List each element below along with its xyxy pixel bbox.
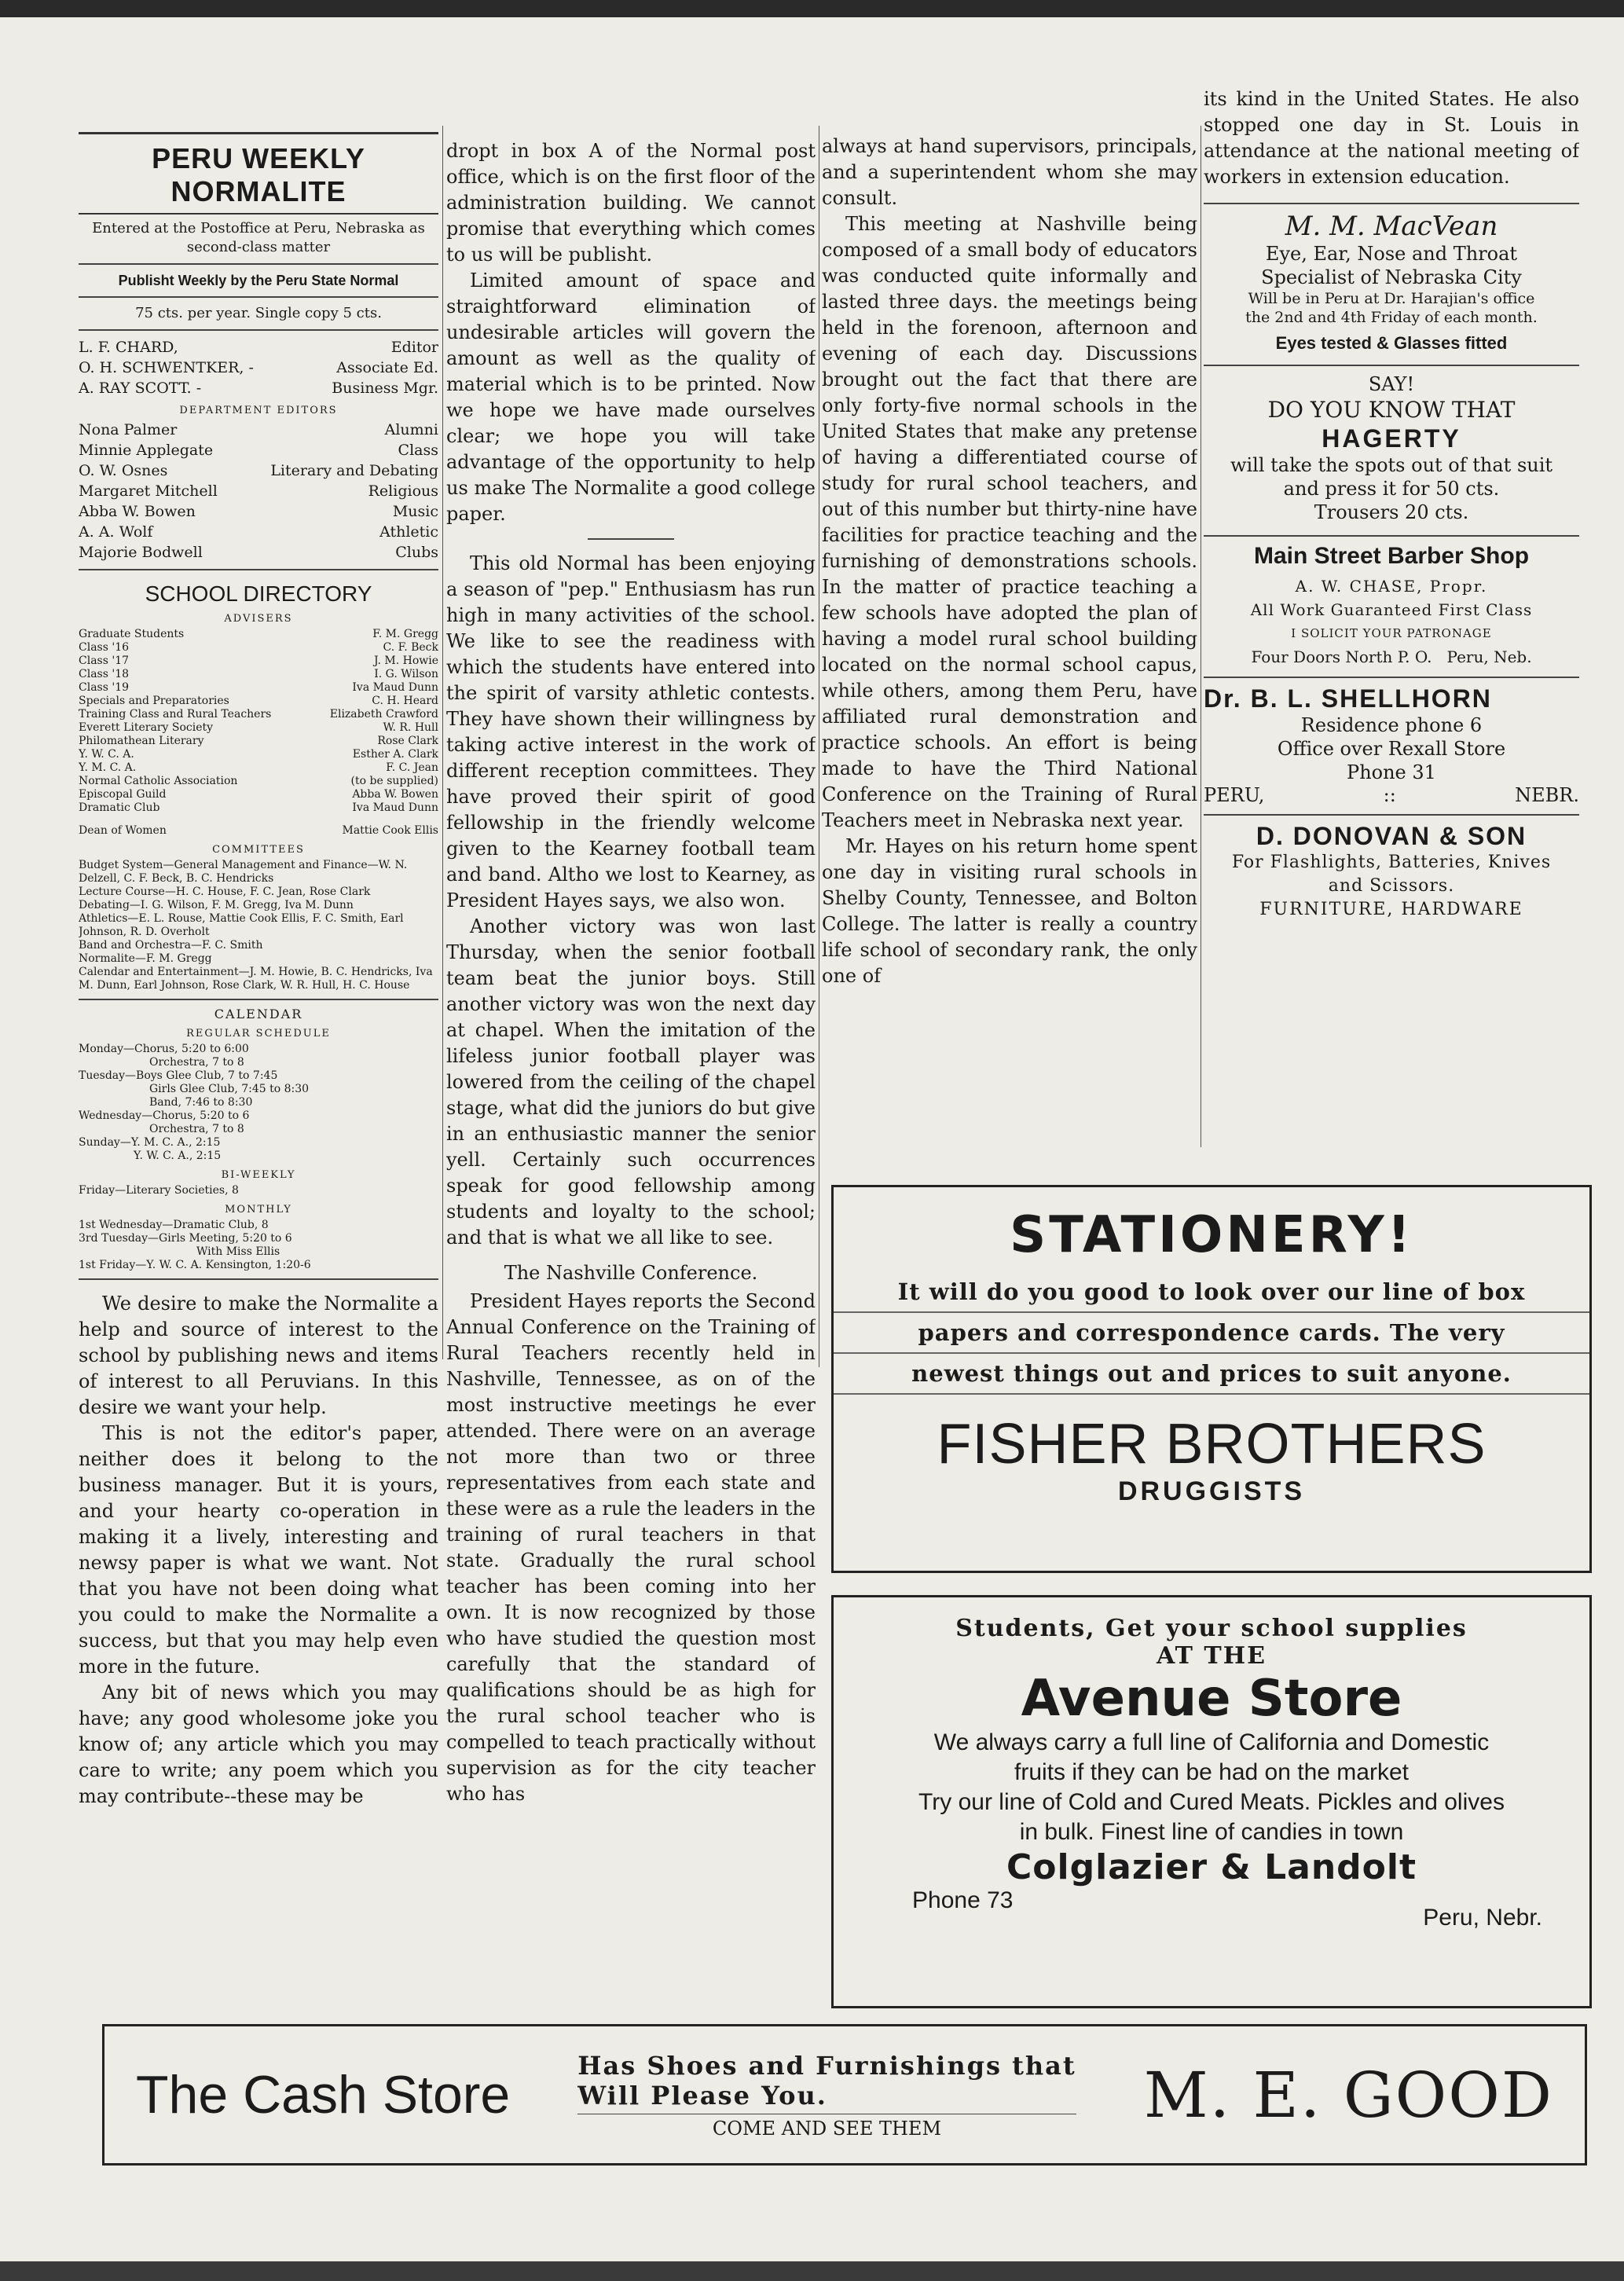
column-3 [822, 134, 1197, 989]
subscription-price: 75 cts. per year. Single copy 5 cts. [135, 305, 382, 321]
article-paragraph: Mr. Hayes on his return home spent one day in visiting rural schools in Shelby County, Tennessee, and Bolton College. The latter is really a country life school of secondary rank, the only one of [822, 835, 1197, 987]
committees-list [79, 859, 438, 992]
staff-row: L. F. CHARD, Editor [79, 339, 438, 356]
adviser-row: Graduate Students F. M. Gregg [79, 628, 438, 640]
shellhorn-ad: Dr. B. L. SHELLHORN Residence phone 6 Office over Rexall Store Phone 31 PERU, :: NEBR. [1204, 684, 1579, 806]
article-paragraph: President Hayes reports the Second Annual Conference on the Training of Rural Teachers recently held in Nashville, Tennessee, as on of the most instructive meetings he ever attended. There were on an average not more than two or three representatives from each state and these were as a rule the leaders in the training of rural teachers in that state. Gradually the rural school teacher has been coming into her own. It is now recognized by those who have studied the question most carefully that the standard of qualifications should be as high for the rural school teacher who is compelled to teach practically without supervision as for the city teacher who has [446, 1290, 816, 1805]
article-paragraph: This meeting at Nashville being composed of a small body of educators was conducted quite informally and lasted three days. the meetings being held in the forenoon, afternoon and evening of each day. Discussions brought out the fact that there are only forty-five normal schools in the United States that make any pretense of having a differentiated course of study for rural school teachers, and out of this number but thirty-nine have facilities for practice teaching and the furnishing of demonstrations schools. In the matter of practice teaching a few schools have adopted the plan of having a model rural school building located on the normal school capus, while others, among them Peru, have affiliated rural demonstration and practice schools. An effort is being made to have the Third National Conference on the Training of Rural Teachers meet in Nebraska next year. [822, 213, 1197, 831]
column-1 [79, 132, 438, 1810]
editorial-paragraph: This is not the editor's paper, neither does it belong to the business manager. But it is yours, and your hearty co-operation in making it a lively, interesting and newsy paper is what we want. Not that you have not been doing what you could to make the Normalite a success, but that you may help even more in the future. [79, 1422, 438, 1678]
advisers-list [79, 628, 438, 815]
committee-item: Calendar and Entertainment—J. M. Howie, B. C. Hendricks, Iva M. Dunn, Earl Johnson, Rose Clark, W. R. Hull, H. C. House [79, 966, 433, 992]
dept-editor-row: O. W. Osnes Literary and Debating [79, 462, 438, 479]
adviser-row: Episcopal Guild Abba W. Bowen [79, 788, 438, 801]
cash-store-ad: The Cash Store Has Shoes and Furnishings that Will Please You. COME AND SEE THEM M. E. GOOD [102, 2024, 1587, 2165]
adviser-row: Class '16 C. F. Beck [79, 641, 438, 654]
stationery-ad: STATIONERY! It will do you good to look over our line of box papers and correspondence cards. The very newest things out and prices to suit anyone. FISHER BROTHERS DRUGGISTS [831, 1185, 1592, 1573]
schedule-line: Wednesday—Chorus, 5:20 to 6 [79, 1109, 250, 1122]
dept-editor-row: Abba W. Bowen Music [79, 503, 438, 520]
schedule-line: Orchestra, 7 to 8 [149, 1056, 244, 1069]
schedule-line: Y. W. C. A., 2:15 [134, 1150, 222, 1162]
firm-name: FISHER BROTHERS [937, 1413, 1487, 1476]
column-4 [1204, 86, 1579, 922]
ad-name: STATIONERY! [1010, 1206, 1413, 1264]
article-paragraph: its kind in the United States. He also stopped one day in St. Louis in attendance at the national meeting of workers in extension education. [1204, 88, 1579, 188]
committee-item: Debating—I. G. Wilson, F. M. Gregg, Iva M. Dunn [79, 899, 354, 911]
editorial-paragraph: Any bit of news which you may have; any good wholesome joke you know of; any article which you may care to write; any poem which you may contribute--these may be [79, 1681, 438, 1807]
article-title: The Nashville Conference. [504, 1262, 758, 1284]
regular-schedule [79, 1043, 438, 1163]
ad-name: Avenue Store [1021, 1670, 1402, 1728]
scan-bottom-border [0, 2261, 1624, 2281]
committee-item: Lecture Course—H. C. House, F. C. Jean, Rose Clark [79, 886, 371, 898]
column-rule [442, 126, 443, 1359]
calendar-heading: CALENDAR [214, 1007, 303, 1021]
owner-name: M. E. GOOD [1143, 2058, 1553, 2132]
schedule-line: Monday—Chorus, 5:20 to 6:00 [79, 1043, 249, 1055]
committees-heading: COMMITTEES [212, 844, 305, 856]
ad-name: M. M. MacVean [1285, 211, 1498, 242]
dept-heading: DEPARTMENT EDITORS [179, 405, 338, 416]
publish-notice: Publisht Weekly by the Peru State Normal [118, 273, 399, 288]
ad-name: HAGERTY [1322, 424, 1461, 453]
staff-row: O. H. SCHWENTKER, - Associate Ed. [79, 359, 438, 376]
masthead-title: PERU WEEKLY NORMALITE [79, 132, 438, 215]
schedule-line: Band, 7:46 to 8:30 [149, 1096, 253, 1109]
monthly-heading: MONTHLY [225, 1204, 292, 1216]
ad-name: Main Street Barber Shop [1253, 543, 1530, 569]
editorial-paragraph: Limited amount of space and straightforward elimination of undesirable articles will govern the amount as well as the quality of material which is to be printed. Now we hope we have made ourselves clear; we hope you will take advantage of the opportunity to help us make The Normalite a good college paper. [446, 270, 816, 525]
entry-notice: Entered at the Postoffice at Peru, Nebraska as second-class matter [92, 220, 425, 255]
schedule-line: 1st Friday—Y. W. C. A. Kensington, 1:20-6 [79, 1259, 311, 1271]
adviser-row: Class '17 J. M. Howie [79, 655, 438, 667]
dept-editor-row: A. A. Wolf Athletic [79, 523, 438, 541]
committee-item: Normalite—F. M. Gregg [79, 952, 212, 965]
adviser-row: Class '19 Iva Maud Dunn [79, 681, 438, 694]
advisers-heading: ADVISERS [224, 613, 293, 625]
adviser-row: Class '18 I. G. Wilson [79, 668, 438, 680]
schedule-line: Tuesday—Boys Glee Club, 7 to 7:45 [79, 1069, 278, 1082]
editorial-paragraph: We desire to make the Normalite a help and source of interest to the school by publishing news and items of interest to all Peruvians. In this desire we want your help. [79, 1293, 438, 1418]
column-2 [446, 138, 816, 1807]
scan-top-border [0, 0, 1624, 17]
pep-paragraph: Another victory was won last Thursday, when the senior football team beat the junior boys. Still another victory was won the next day at chapel. When the imitation of the lifeless junior football player was lowered from the ceiling of the chapel stage, what did the juniors do but give in an enthusiastic manner the senior yell. Certainly such occurrences speak for good fellowship among students and loyalty to the school; and that is what we all like to see. [446, 915, 816, 1249]
donovan-ad: D. DONOVAN & SON For Flashlights, Batteries, Knives and Scissors. FURNITURE, HARDWARE [1204, 822, 1579, 922]
ad-name: Dr. B. L. SHELLHORN [1204, 684, 1492, 713]
pep-paragraph: This old Normal has been enjoying a season of "pep." Enthusiasm has run high in many activities of the school. We like to see the readiness with which the students have entered into the spirit of varsity athletic contests. They have shown their willingness by taking active interest in the work of different reception committees. They have proved their spirit of good fellowship in the friendly welcome given to the Kearney football team and band. Altho we lost to Kearney, as President Hayes says, we also won. [446, 552, 816, 911]
dept-editor-row: Minnie Applegate Class [79, 442, 438, 459]
regular-schedule-heading: REGULAR SCHEDULE [186, 1028, 331, 1040]
committee-item: Band and Orchestra—F. C. Smith [79, 939, 263, 952]
adviser-row: Everett Literary Society W. R. Hull [79, 721, 438, 734]
committee-item: Athletics—E. L. Rouse, Mattie Cook Ellis, F. C. Smith, Earl Johnson, R. D. Overholt [79, 912, 404, 938]
dept-editor-row: Margaret Mitchell Religious [79, 482, 438, 500]
adviser-row: Training Class and Rural Teachers Elizabeth Crawford [79, 708, 438, 721]
adviser-row: Normal Catholic Association (to be supplied) [79, 775, 438, 787]
directory-heading: SCHOOL DIRECTORY [145, 581, 372, 606]
barber-ad: Main Street Barber Shop A. W. CHASE, Propr. All Work Guaranteed First Class I SOLICIT YOUR PATRONAGE Four Doors North P. O. Peru, Neb. [1204, 543, 1579, 669]
adviser-row: Specials and Preparatories C. H. Heard [79, 695, 438, 707]
biweekly-heading: BI-WEEKLY [221, 1169, 296, 1181]
article-paragraph: always at hand supervisors, principals, and a superintendent whom she may consult. [822, 135, 1197, 209]
adviser-row: Y. W. C. A. Esther A. Clark [79, 748, 438, 761]
avenue-store-ad: Students, Get your school supplies AT THE Avenue Store We always carry a full line of California and Domestic fruits if they can be had on the market Try our line of Cold and Cured Meats. Pickles and olives in bulk. Finest line of candies in town Colglazier & Landolt Phone 73 Peru, Nebr. [831, 1595, 1592, 2008]
staff-list [79, 337, 438, 398]
schedule-line: Orchestra, 7 to 8 [149, 1123, 244, 1135]
monthly-schedule [79, 1219, 438, 1272]
dept-editor-row: Majorie Bodwell Clubs [79, 544, 438, 561]
ad-name: D. DONOVAN & SON [1256, 822, 1527, 850]
editorial-paragraph: dropt in box A of the Normal post office, which is on the first floor of the administration building. We cannot promise that everything which comes to us will be publisht. [446, 140, 816, 266]
dean-row: Dean of Women Mattie Cook Ellis [79, 824, 438, 837]
schedule-line: 1st Wednesday—Dramatic Club, 8 [79, 1219, 269, 1231]
schedule-line: Sunday—Y. M. C. A., 2:15 [79, 1136, 221, 1149]
dept-editor-row: Nona Palmer Alumni [79, 421, 438, 438]
schedule-line: Friday—Literary Societies, 8 [79, 1184, 239, 1197]
committee-item: Budget System—General Management and Finance—W. N. Delzell, C. F. Beck, B. C. Hendricks [79, 859, 408, 885]
macvean-ad: M. M. MacVean Eye, Ear, Nose and Throat Specialist of Nebraska City Will be in Peru at Dr. Harajian's office the 2nd and 4th Friday of each month. Eyes tested & Glasses fitted [1204, 211, 1579, 354]
schedule-line: With Miss Ellis [196, 1245, 280, 1258]
adviser-row: Dramatic Club Iva Maud Dunn [79, 801, 438, 814]
dept-editor-list [79, 420, 438, 563]
schedule-line: 3rd Tuesday—Girls Meeting, 5:20 to 6 [79, 1232, 292, 1245]
ad-name: The Cash Store [136, 2065, 511, 2125]
staff-row: A. RAY SCOTT. - Business Mgr. [79, 380, 438, 397]
firm-name: Colglazier & Landolt [1006, 1847, 1417, 1887]
adviser-row: Y. M. C. A. F. C. Jean [79, 761, 438, 774]
adviser-row: Philomathean Literary Rose Clark [79, 735, 438, 747]
schedule-line: Girls Glee Club, 7:45 to 8:30 [149, 1083, 310, 1095]
hagerty-ad: SAY! DO YOU KNOW THAT HAGERTY will take the spots out of that suit and press it for 50 cts. Trousers 20 cts. [1204, 372, 1579, 524]
